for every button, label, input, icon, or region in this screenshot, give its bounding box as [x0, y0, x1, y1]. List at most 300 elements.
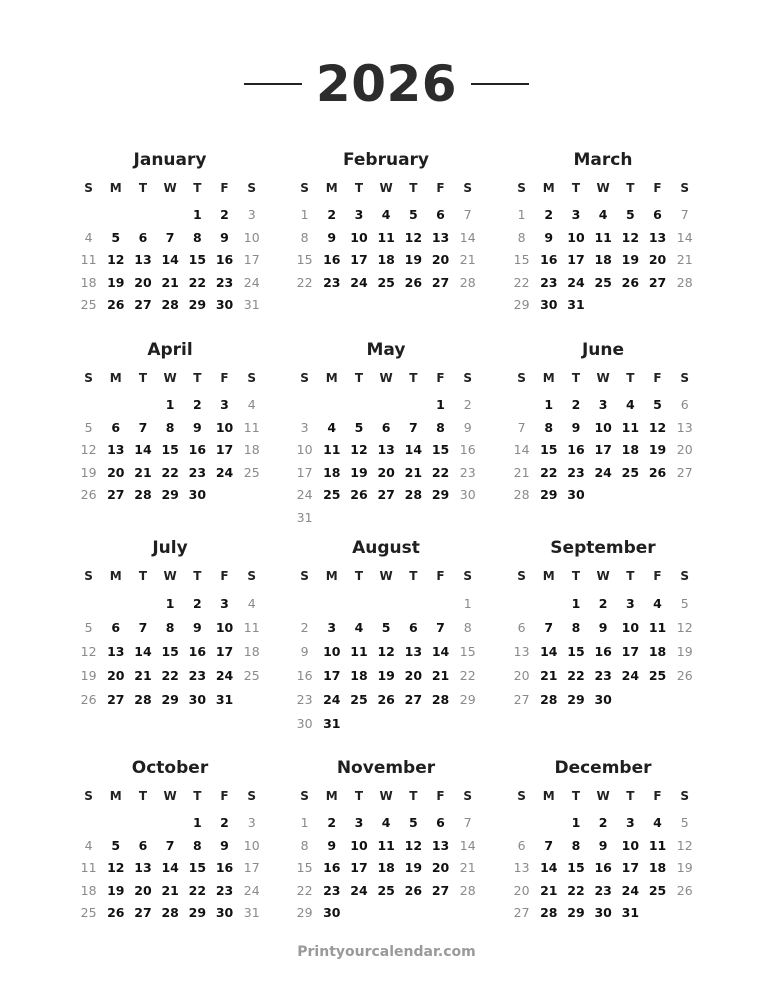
- day-cell: 29: [161, 487, 179, 502]
- week-row: [291, 835, 481, 858]
- empty-day-cell: [129, 592, 156, 616]
- day-cell: 11: [377, 229, 395, 245]
- week-row: [75, 227, 265, 250]
- month-name: February: [342, 150, 430, 170]
- day-cell: 1: [544, 397, 554, 412]
- day-cell: 25: [350, 692, 368, 707]
- weekday-label: T: [354, 569, 364, 583]
- empty-day-cell: [508, 394, 535, 417]
- empty-day-cell: [508, 592, 535, 616]
- day-cell: 12: [107, 252, 125, 267]
- day-cell: 15: [161, 442, 179, 457]
- empty-day-cell: [373, 902, 400, 925]
- day-cell: 19: [676, 644, 693, 659]
- day-cell: 12: [350, 442, 368, 457]
- empty-day-cell: [102, 812, 129, 835]
- month-march: [508, 148, 698, 317]
- day-cell: 7: [680, 207, 689, 222]
- day-cell: 29: [188, 297, 207, 312]
- week-row: [291, 227, 481, 250]
- day-cell: 30: [459, 487, 476, 502]
- title-rule-left: [244, 83, 302, 85]
- day-cell: 8: [165, 419, 175, 435]
- day-cell: 16: [567, 442, 585, 457]
- weekday-label: T: [193, 569, 202, 583]
- day-cell: 18: [377, 252, 395, 267]
- empty-day-cell: [157, 812, 184, 835]
- day-cell: 21: [134, 464, 152, 480]
- day-cell: 17: [350, 252, 368, 267]
- week-row: [291, 507, 481, 530]
- day-cell: 13: [404, 644, 423, 659]
- day-cell: 19: [80, 464, 97, 480]
- empty-day-cell: [129, 812, 156, 835]
- day-cell: 13: [513, 644, 530, 659]
- day-cell: 6: [653, 207, 662, 222]
- empty-day-cell: [454, 712, 481, 736]
- weekday-label: M: [542, 789, 555, 803]
- weekday-label: W: [379, 371, 393, 385]
- day-cell: 14: [161, 860, 179, 875]
- weekday-label: S: [300, 181, 309, 195]
- day-cell: 26: [350, 487, 368, 502]
- empty-day-cell: [590, 484, 617, 507]
- day-cell: 9: [300, 644, 309, 659]
- weekday-label: T: [354, 789, 364, 803]
- day-cell: 29: [431, 487, 450, 502]
- day-cell: 26: [621, 274, 640, 290]
- day-cell: 5: [84, 419, 93, 435]
- weekday-header: [508, 564, 698, 588]
- weekday-label: W: [163, 789, 177, 803]
- day-cell: 10: [567, 229, 585, 245]
- day-cell: 5: [680, 596, 689, 611]
- week-row: [291, 902, 481, 925]
- day-cell: 3: [598, 397, 608, 412]
- day-cell: 1: [463, 596, 472, 611]
- day-cell: 9: [463, 419, 472, 435]
- weekday-header: [508, 784, 698, 808]
- day-cell: 30: [296, 716, 313, 731]
- day-cell: 25: [648, 882, 667, 898]
- weekday-label: W: [163, 569, 177, 583]
- day-cell: 12: [107, 860, 125, 875]
- weekday-label: T: [409, 181, 418, 195]
- empty-day-cell: [508, 812, 535, 835]
- week-row: [291, 592, 481, 616]
- empty-day-cell: [671, 294, 698, 317]
- week-row: [508, 462, 698, 485]
- day-cell: 19: [377, 668, 395, 683]
- day-cell: 4: [653, 815, 662, 830]
- weekday-label: F: [436, 569, 445, 583]
- day-cell: 23: [296, 692, 313, 707]
- weekday-label: M: [542, 371, 555, 385]
- day-cell: 2: [300, 620, 309, 635]
- empty-day-cell: [318, 507, 345, 530]
- day-cell: 17: [215, 644, 234, 659]
- weekday-label: F: [220, 789, 229, 803]
- day-cell: 31: [567, 297, 585, 312]
- month-august: [291, 536, 481, 736]
- weekday-label: T: [409, 789, 418, 803]
- day-cell: 16: [215, 860, 234, 875]
- weekday-label: S: [84, 789, 93, 803]
- day-cell: 2: [327, 207, 337, 222]
- month-july: [75, 536, 265, 712]
- day-cell: 11: [323, 442, 341, 457]
- empty-day-cell: [129, 394, 156, 417]
- weekday-header: [291, 784, 481, 808]
- day-cell: 5: [680, 815, 689, 830]
- weekday-label: S: [247, 569, 257, 583]
- empty-day-cell: [373, 592, 400, 616]
- day-cell: 25: [243, 464, 260, 480]
- week-row: [291, 880, 481, 903]
- empty-day-cell: [644, 688, 671, 712]
- day-cell: 20: [404, 668, 423, 683]
- empty-day-cell: [75, 204, 102, 227]
- day-cell: 18: [243, 442, 260, 457]
- day-cell: 26: [404, 274, 423, 290]
- day-cell: 15: [188, 860, 207, 875]
- day-cell: 15: [513, 252, 530, 267]
- week-row: [291, 417, 481, 440]
- week-row: [75, 484, 265, 507]
- day-cell: 19: [404, 860, 423, 875]
- day-cell: 22: [161, 668, 179, 683]
- month-february: [291, 148, 481, 294]
- day-cell: 19: [80, 668, 97, 683]
- month-name: August: [352, 538, 420, 558]
- day-cell: 17: [323, 668, 341, 683]
- day-cell: 18: [80, 882, 97, 898]
- day-cell: 12: [648, 419, 667, 435]
- day-cell: 3: [327, 620, 337, 635]
- month-january: [75, 148, 265, 317]
- day-grid: [75, 204, 265, 317]
- weekday-label: T: [193, 789, 202, 803]
- day-cell: 25: [594, 274, 612, 290]
- day-cell: 14: [134, 644, 152, 659]
- day-cell: 3: [300, 419, 309, 435]
- day-cell: 7: [544, 620, 554, 635]
- weekday-label: S: [517, 181, 526, 195]
- day-cell: 7: [165, 837, 175, 853]
- day-cell: 19: [107, 274, 125, 290]
- day-cell: 8: [463, 620, 472, 635]
- day-cell: 5: [111, 837, 121, 853]
- week-row: [291, 204, 481, 227]
- day-cell: 19: [676, 860, 693, 875]
- day-cell: 24: [215, 668, 234, 683]
- day-cell: 30: [540, 297, 558, 312]
- week-row: [75, 294, 265, 317]
- empty-day-cell: [590, 294, 617, 317]
- day-cell: 17: [243, 860, 260, 875]
- day-cell: 28: [459, 274, 476, 290]
- week-row: [75, 640, 265, 664]
- day-cell: 31: [243, 905, 260, 920]
- empty-day-cell: [238, 688, 265, 712]
- week-row: [291, 394, 481, 417]
- day-cell: 11: [350, 644, 368, 659]
- day-grid: [508, 204, 698, 317]
- empty-day-cell: [617, 294, 644, 317]
- day-cell: 20: [134, 882, 152, 898]
- day-cell: 22: [188, 274, 207, 290]
- day-cell: 3: [354, 207, 364, 222]
- day-cell: 26: [676, 882, 693, 898]
- day-cell: 29: [567, 692, 585, 707]
- day-cell: 4: [598, 207, 608, 222]
- day-cell: 23: [188, 464, 207, 480]
- weekday-label: M: [109, 181, 122, 195]
- day-cell: 9: [192, 620, 202, 635]
- day-cell: 16: [540, 252, 558, 267]
- day-cell: 1: [571, 815, 581, 830]
- day-cell: 9: [598, 620, 608, 635]
- weekday-label: W: [596, 371, 610, 385]
- weekday-label: S: [463, 371, 473, 385]
- day-cell: 7: [517, 419, 526, 435]
- day-cell: 28: [134, 487, 152, 502]
- day-cell: 20: [107, 464, 125, 480]
- day-cell: 28: [540, 905, 558, 920]
- day-cell: 6: [517, 837, 526, 853]
- day-cell: 20: [648, 252, 667, 267]
- weekday-label: W: [379, 789, 393, 803]
- day-cell: 13: [431, 837, 450, 853]
- empty-day-cell: [75, 812, 102, 835]
- day-cell: 16: [215, 252, 234, 267]
- weekday-label: F: [653, 569, 662, 583]
- empty-day-cell: [102, 204, 129, 227]
- weekday-label: S: [300, 789, 309, 803]
- month-name: July: [152, 538, 188, 558]
- day-cell: 12: [80, 442, 97, 457]
- day-cell: 2: [220, 815, 229, 830]
- week-row: [75, 616, 265, 640]
- week-row: [508, 439, 698, 462]
- weekday-label: T: [354, 371, 364, 385]
- weekday-header: [291, 564, 481, 588]
- day-cell: 13: [107, 644, 125, 659]
- day-cell: 9: [598, 837, 608, 853]
- empty-day-cell: [400, 712, 427, 736]
- day-cell: 10: [350, 837, 368, 853]
- weekday-label: M: [542, 569, 555, 583]
- day-cell: 11: [80, 860, 97, 875]
- week-row: [75, 394, 265, 417]
- day-cell: 10: [323, 644, 341, 659]
- empty-day-cell: [644, 902, 671, 925]
- day-cell: 25: [377, 882, 395, 898]
- day-cell: 8: [571, 837, 581, 853]
- day-cell: 5: [381, 620, 391, 635]
- month-name: April: [147, 340, 193, 360]
- day-cell: 1: [300, 815, 309, 830]
- day-cell: 1: [571, 596, 581, 611]
- day-cell: 21: [459, 252, 476, 267]
- day-cell: 8: [436, 419, 445, 435]
- week-row: [291, 249, 481, 272]
- weekday-label: T: [138, 371, 148, 385]
- day-cell: 16: [188, 442, 207, 457]
- day-cell: 12: [404, 837, 423, 853]
- empty-day-cell: [102, 394, 129, 417]
- day-cell: 3: [354, 815, 364, 830]
- day-cell: 23: [215, 274, 234, 290]
- empty-day-cell: [318, 592, 345, 616]
- weekday-label: T: [138, 569, 148, 583]
- day-cell: 18: [243, 644, 260, 659]
- day-cell: 19: [404, 252, 423, 267]
- weekday-label: F: [436, 371, 445, 385]
- day-cell: 1: [192, 815, 202, 830]
- day-cell: 13: [107, 442, 125, 457]
- day-cell: 18: [594, 252, 612, 267]
- week-row: [508, 484, 698, 507]
- day-cell: 14: [459, 837, 476, 853]
- day-cell: 8: [192, 229, 202, 245]
- weekday-label: M: [325, 371, 338, 385]
- day-cell: 6: [680, 397, 689, 412]
- weekday-label: W: [379, 181, 393, 195]
- day-cell: 21: [404, 464, 423, 480]
- day-cell: 27: [107, 487, 125, 502]
- weekday-label: T: [409, 569, 418, 583]
- day-cell: 13: [134, 860, 152, 875]
- empty-day-cell: [454, 507, 481, 530]
- day-cell: 21: [459, 860, 476, 875]
- empty-day-cell: [211, 484, 238, 507]
- day-grid: [291, 204, 481, 294]
- day-cell: 23: [323, 274, 341, 290]
- weekday-label: S: [300, 371, 309, 385]
- day-cell: 8: [571, 620, 581, 635]
- day-cell: 22: [540, 464, 558, 480]
- day-cell: 5: [84, 620, 93, 635]
- week-row: [75, 272, 265, 295]
- weekday-label: T: [571, 181, 581, 195]
- day-cell: 9: [192, 419, 202, 435]
- day-cell: 6: [436, 815, 445, 830]
- day-cell: 27: [134, 905, 152, 920]
- day-cell: 15: [161, 644, 179, 659]
- day-cell: 19: [350, 464, 368, 480]
- weekday-label: T: [571, 789, 581, 803]
- day-cell: 24: [323, 692, 341, 707]
- week-row: [508, 249, 698, 272]
- day-cell: 10: [243, 837, 260, 853]
- month-may: [291, 338, 481, 529]
- weekday-label: F: [220, 569, 229, 583]
- day-cell: 21: [161, 882, 179, 898]
- weekday-label: W: [163, 371, 177, 385]
- day-cell: 11: [648, 837, 667, 853]
- day-cell: 14: [540, 860, 558, 875]
- weekday-label: S: [517, 569, 526, 583]
- day-cell: 22: [459, 668, 476, 683]
- day-cell: 27: [377, 487, 395, 502]
- day-cell: 10: [296, 442, 313, 457]
- day-cell: 8: [192, 837, 202, 853]
- weekday-label: S: [463, 789, 473, 803]
- day-cell: 5: [354, 419, 364, 435]
- day-cell: 11: [243, 620, 260, 635]
- day-cell: 23: [188, 668, 207, 683]
- day-cell: 29: [567, 905, 585, 920]
- day-cell: 4: [84, 229, 93, 245]
- weekday-header: [291, 176, 481, 200]
- empty-day-cell: [318, 394, 345, 417]
- day-cell: 14: [134, 442, 152, 457]
- day-cell: 19: [648, 442, 667, 457]
- title-rule-right: [471, 83, 529, 85]
- day-cell: 17: [350, 860, 368, 875]
- month-name: June: [581, 340, 625, 360]
- day-cell: 16: [323, 860, 341, 875]
- day-cell: 11: [377, 837, 395, 853]
- day-cell: 30: [215, 905, 234, 920]
- day-cell: 10: [215, 620, 234, 635]
- day-cell: 26: [80, 692, 97, 707]
- day-cell: 20: [107, 668, 125, 683]
- day-cell: 15: [296, 252, 313, 267]
- day-cell: 28: [540, 692, 558, 707]
- day-cell: 15: [431, 442, 450, 457]
- weekday-label: S: [680, 371, 690, 385]
- week-row: [508, 616, 698, 640]
- day-cell: 18: [377, 860, 395, 875]
- day-cell: 17: [594, 442, 612, 457]
- day-cell: 28: [676, 274, 693, 290]
- day-cell: 15: [567, 860, 585, 875]
- day-cell: 7: [408, 419, 418, 435]
- day-cell: 13: [134, 252, 152, 267]
- week-row: [75, 439, 265, 462]
- week-row: [508, 664, 698, 688]
- weekday-label: M: [325, 181, 338, 195]
- day-cell: 4: [381, 207, 391, 222]
- weekday-label: T: [409, 371, 418, 385]
- day-cell: 3: [220, 596, 229, 611]
- day-cell: 3: [625, 596, 635, 611]
- day-cell: 1: [300, 207, 309, 222]
- weekday-label: F: [653, 371, 662, 385]
- day-cell: 23: [215, 882, 234, 898]
- day-cell: 20: [676, 442, 693, 457]
- empty-day-cell: [345, 712, 372, 736]
- day-cell: 24: [243, 882, 260, 898]
- day-cell: 31: [621, 905, 640, 920]
- day-cell: 17: [567, 252, 585, 267]
- empty-day-cell: [427, 592, 454, 616]
- empty-day-cell: [345, 394, 372, 417]
- day-cell: 29: [513, 297, 530, 312]
- week-row: [291, 712, 481, 736]
- month-name: January: [133, 150, 207, 170]
- day-cell: 9: [544, 229, 554, 245]
- week-row: [291, 616, 481, 640]
- weekday-label: T: [193, 181, 202, 195]
- day-cell: 4: [625, 397, 635, 412]
- day-cell: 22: [296, 274, 313, 290]
- empty-day-cell: [102, 592, 129, 616]
- day-cell: 4: [327, 419, 337, 435]
- empty-day-cell: [671, 484, 698, 507]
